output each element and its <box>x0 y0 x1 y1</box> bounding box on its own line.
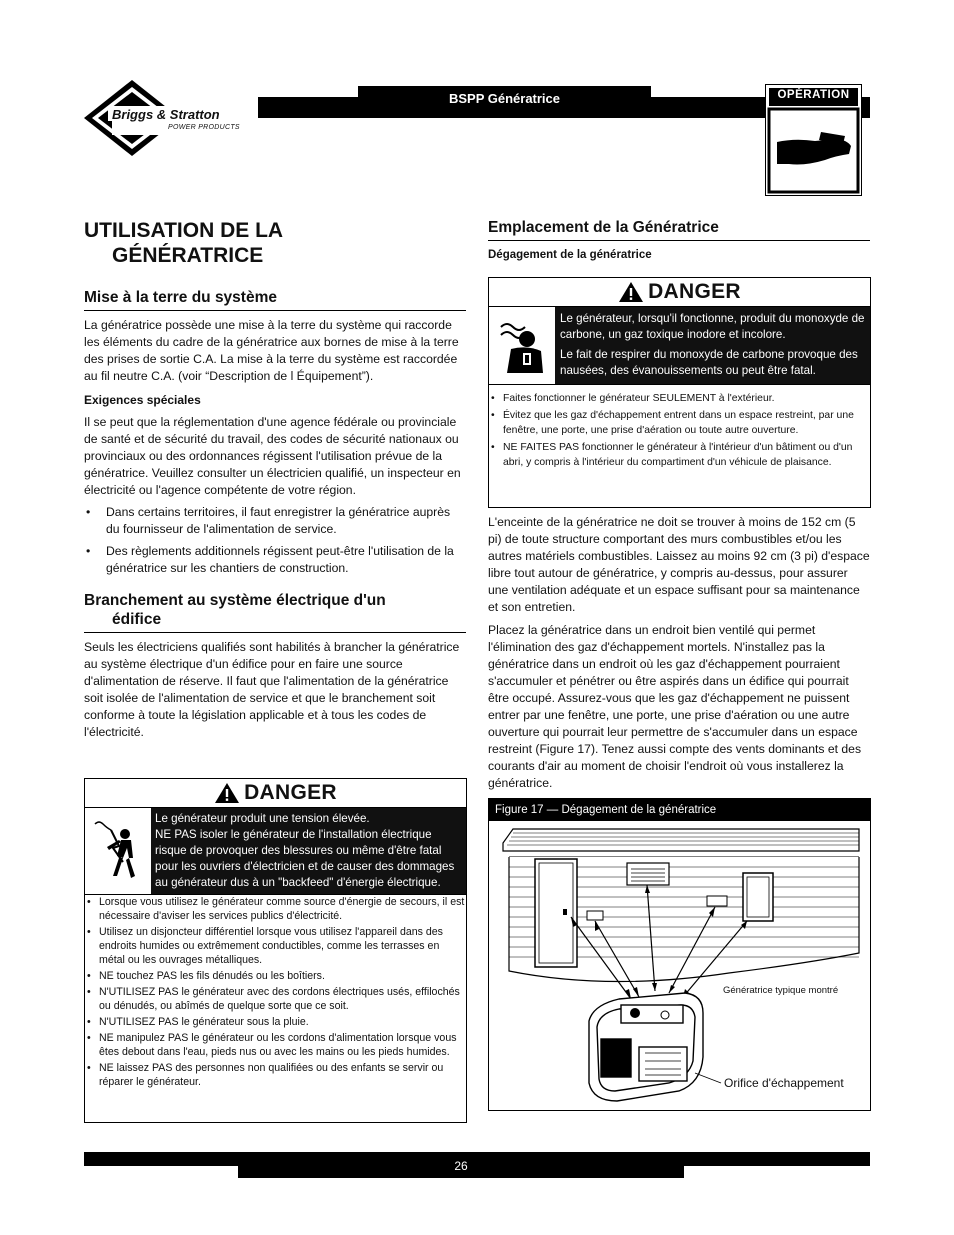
figure-caption: Figure 17 — Dégagement de la génératrice <box>489 799 870 821</box>
left-column <box>84 218 466 741</box>
list-item: • NE touchez PAS les fils dénudés ou les boîtiers. <box>85 969 466 983</box>
warning-triangle-icon <box>618 281 644 303</box>
connection-heading-line1: Branchement au système électrique d'un <box>84 592 386 609</box>
danger-label: DANGER <box>648 280 741 303</box>
footer-page-number: 26 <box>238 1154 684 1178</box>
generator-clearance-illustration <box>489 821 870 1110</box>
danger-header <box>489 278 870 307</box>
danger-hazard-line1: Le générateur produit une tension élevée. <box>155 812 370 825</box>
list-item: • Faites fonctionner le générateur SEULEMENT à l'extérieur. <box>489 391 870 406</box>
special-requirements-body: Il se peut que la réglementation d'une agence fédérale ou provinciale de santé et de sécurité du travail, des codes de sécurité nationaux ou provinciaux ou des ordonnances régissent l'utilisation prévue de la génératrice. Veuillez consulter un électricien qualifié, un inspecteur en électricité ou l'agence compétente de votre région. <box>84 415 461 497</box>
list-item: • N'UTILISEZ PAS le générateur avec des cordons électriques usés, effilochés ou dénudés, ou abîmés de quelque sorte que ce soit. <box>85 985 466 1013</box>
ventilation-paragraph: Placez la génératrice dans un endroit bien ventilé qui permet l'élimination des gaz d'échappement mortels. N'installez pas la génératrice dans un endroit où les gaz d'échappement pourraient s'accumuler et pénétrer ou être aspirés dans un édifice qui pourrait être occupé. Assurez-vous que les gaz d'échappement ne puissent entrer par une fenêtre, une porte, une prise d'aération ou une autre ouverture qui pourrait leur permettre de s'accumuler dans un espace restreint (Figure 17). Tenez aussi compte des vents dominants et des courants d'air au moment de choisir l'endroit où vous installerez la génératrice. <box>488 623 862 790</box>
list-item: • Évitez que les gaz d'échappement entrent dans un espace restreint, par une fenêtre, une porte, une prise d'aération ou toute autre ouverture. <box>489 408 870 438</box>
danger-header <box>85 779 466 808</box>
logo-subtitle: POWER PRODUCTS <box>168 124 240 131</box>
list-item: • NE laissez PAS des personnes non qualifiées ou des enfants se servir ou réparer le générateur. <box>85 1061 466 1089</box>
danger-hazard-row <box>489 307 870 385</box>
warning-triangle-icon <box>214 782 240 804</box>
list-item: • N'UTILISEZ PAS le générateur sous la pluie. <box>85 1015 466 1029</box>
header-tab-title: BSPP Génératrice <box>358 86 651 118</box>
danger-label: DANGER <box>244 781 337 804</box>
grounding-body: La génératrice possède une mise à la terre du système qui raccorde les éléments du cadre de la génératrice aux bornes de mise à la terre des prises de sortie C.A. La mise à la terre du système est raccordée au fil neutre C.A. (voir “Description de l Équipement”). <box>84 318 459 383</box>
list-item: • Utilisez un disjoncteur différentiel lorsque vous utilisez l'appareil dans des endroits humides ou extrêmement conductibles, comme les terrasses en métal ou les ouvrages métalliques. <box>85 925 466 967</box>
list-item: • NE manipulez PAS le générateur ou les cordons d'alimentation lorsque vous êtes debout dans l'eau, pieds nus ou avec les mains ou les pieds humides. <box>85 1031 466 1059</box>
clearance-heading: Dégagement de la génératrice <box>488 249 652 261</box>
list-item: • Des règlements additionnels régissent peut-être l'utilisation de la génératrice sur les chantiers de construction. <box>84 543 466 577</box>
danger-hazard-line1: Le générateur, lorsqu'il fonctionne, produit du monoxyde de carbone, un gaz toxique inodore et incolore. <box>560 312 865 341</box>
logo-wordmark: Briggs & Stratton <box>112 107 220 122</box>
figure-note-typical: Génératrice typique montré <box>723 985 839 996</box>
danger-box-carbon-monoxide <box>488 277 871 508</box>
connection-body: Seuls les électriciens qualifiés sont habilités à brancher la génératrice au système électrique d'un édifice pour en faire une source d'alimentation de réserve. Il faut que l'alimentation de la génératrice soit isolée de l'alimentation de service et que le branchement soit conforme à toute la législation applicable et à tous les codes de l'électricité. <box>84 640 460 739</box>
danger-hazard-text <box>151 808 466 894</box>
electric-shock-icon <box>85 808 151 894</box>
figure-label-exhaust: Orifice d'échappement <box>724 1076 844 1090</box>
toxic-fumes-person-icon <box>489 307 555 384</box>
location-body <box>488 514 870 792</box>
page-title-line2: GÉNÉRATRICE <box>112 244 264 267</box>
operation-label: OPÉRATION <box>777 89 850 101</box>
danger-instructions-list <box>85 895 466 1089</box>
connection-heading <box>84 591 466 633</box>
connection-heading-line2: édifice <box>112 611 162 628</box>
page-title <box>84 218 466 268</box>
danger-hazard-text <box>555 307 870 384</box>
danger-instructions-list <box>489 385 870 470</box>
right-column <box>488 218 870 263</box>
list-item: • NE FAITES PAS fonctionner le générateur à l'intérieur d'un bâtiment ou d'un abri, y compris à l'intérieur du compartiment d'un véhicule de plaisance. <box>489 440 870 470</box>
clearance-paragraph: L'enceinte de la génératrice ne doit se trouver à moins de 152 cm (5 pi) de toute structure comportant des murs combustibles et/ou les autres matériels combustibles. Laissez au moins 92 cm (3 pi) d'espace libre tout autour de génératrice, y compris au-dessus, pour assurer une ventilation adéquate et un espace suffisant pour sa maintenance et son entretien. <box>488 515 870 614</box>
danger-hazard-line2: NE PAS isoler le générateur de l'installation électrique risque de provoquer des blessures ou même d'être fatal pour les ouvriers d'électricien et de causer des dommages au générateur dus à un "backfeed" d'énergie électrique. <box>155 828 455 889</box>
special-requirements-list <box>84 504 466 577</box>
figure-17 <box>488 798 871 1111</box>
location-heading: Emplacement de la Génératrice <box>488 218 870 241</box>
grounding-heading: Mise à la terre du système <box>84 288 466 311</box>
danger-hazard-line2: Le fait de respirer du monoxyde de carbone provoque des nausées, des évanouissements ou peut être fatal. <box>560 348 858 377</box>
special-requirements-heading: Exigences spéciales <box>84 393 201 407</box>
danger-box-electrical <box>84 778 467 1123</box>
danger-hazard-row <box>85 808 466 895</box>
list-item: • Lorsque vous utilisez le générateur comme source d'énergie de secours, il est nécessaire d'aviser les services publics d'électricité. <box>85 895 466 923</box>
page-title-line1: UTILISATION DE LA <box>84 219 284 242</box>
list-item: • Dans certains territoires, il faut enregistrer la génératrice auprès du fournisseur de l'alimentation de service. <box>84 504 466 538</box>
